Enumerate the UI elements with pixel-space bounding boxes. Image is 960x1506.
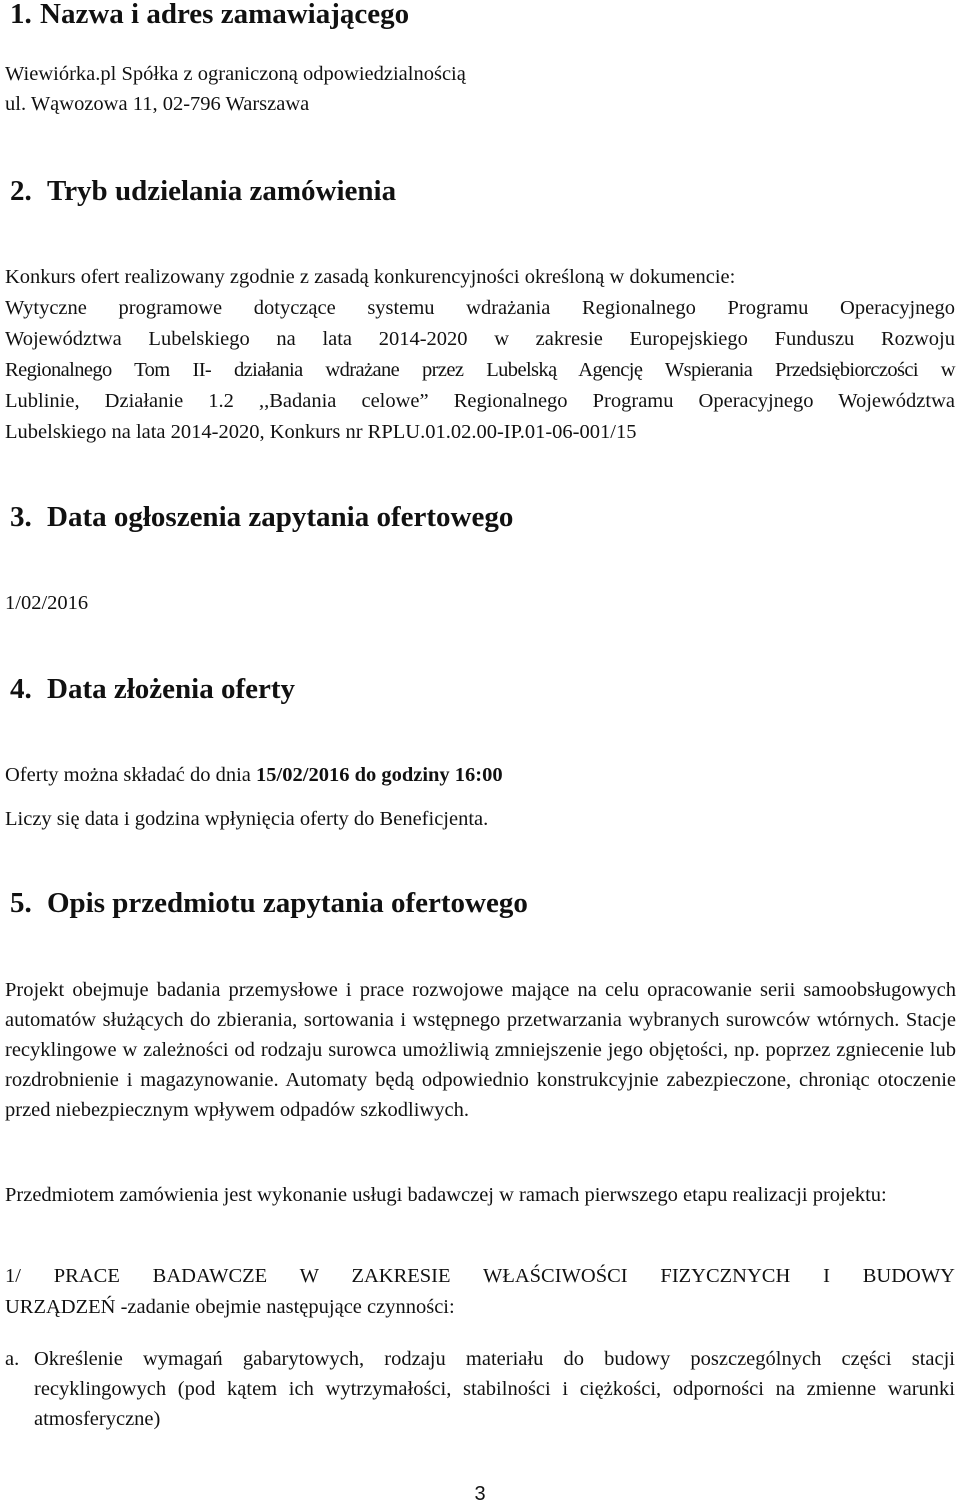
order-subject: Przedmiotem zamówienia jest wykonanie usługi badawczej w ramach pierwszego etapu realizacji projektu: [5,1184,887,1206]
procedure-intro: Konkurs ofert realizowany zgodnie z zasadą konkurencyjności określoną w dokumencie: [5,266,736,288]
procedure-line-4: Lublinie, Działanie 1.2 ,,Badania celowe” Regionalnego Programu Operacyjnego Województwa [5,390,955,412]
stage-heading-line-1: 1/ PRACE BADAWCZE W ZAKRESIE WŁAŚCIWOŚCI FIZYCZNYCH I BUDOWY [5,1265,955,1287]
section-1-heading [10,0,409,31]
section-1-title: Nazwa i adres zamawiającego [40,0,410,30]
offer-deadline-date: 15/02/2016 do godziny 16:00 [256,764,503,786]
section-3-number: 3. [10,501,32,533]
project-description: Projekt obejmuje badania przemysłowe i prace rozwojowe mające na celu opracowanie serii samoobsługowych automatów służących do zbierania, sortowania i wstępnego przetwarzania wybranych surowców wtórnych. Stacje recyklingowe w zależności od rodzaju surowca umożliwią zmniejszenie jego objętości, np. poprzez zgniecenie lub rozdrobnienie i magazynowanie. Automaty będą odpowiednio konstrukcyjnie zabezpieczone, chroniąc otoczenie przed niebezpiecznym wpływem odpadów szkodliwych. [5,979,956,1121]
section-3-heading [10,500,513,534]
orderer-name: Wiewiórka.pl Spółka z ograniczoną odpowiedzialnością [5,63,466,85]
announcement-date: 1/02/2016 [5,592,89,614]
page-number: 3 [474,1483,486,1505]
stage-heading-line-2: URZĄDZEŃ -zadanie obejmie następujące czynności: [5,1296,455,1318]
section-2-heading [10,174,396,208]
offer-deadline-note: Liczy się data i godzina wpłynięcia oferty do Beneficjenta. [5,808,489,830]
section-4-title: Data złożenia oferty [47,673,296,705]
procedure-line-3: Regionalnego Tom II- działania wdrażane przez Lubelską Agencję Wspierania Przedsiębiorczości w [5,359,955,381]
section-5-heading [10,886,528,920]
section-4-number: 4. [10,673,32,705]
list-item-a: Określenie wymagań gabarytowych, rodzaju materiału do budowy poszczególnych części stacji recyklingowych (pod kątem ich wytrzymałości, stabilności i ciężkości, odporności na zmienne warunki atmosferyczne) [34,1348,955,1430]
section-5-number: 5. [10,887,32,919]
section-3-title: Data ogłoszenia zapytania ofertowego [47,501,514,533]
procedure-line-5: Lubelskiego na lata 2014-2020, Konkurs nr RPLU.01.02.00-IP.01-06-001/15 [5,421,637,443]
section-2-title: Tryb udzielania zamówienia [47,175,397,207]
orderer-address: ul. Wąwozowa 11, 02-796 Warszawa [5,93,310,115]
section-2-number: 2. [10,175,32,207]
procedure-line-2: Województwa Lubelskiego na lata 2014-2020 w zakresie Europejskiego Funduszu Rozwoju [5,328,955,350]
procedure-line-1: Wytyczne programowe dotyczące systemu wdrażania Regionalnego Programu Operacyjnego [5,297,955,319]
offer-deadline [5,760,503,790]
section-4-heading [10,672,295,706]
offer-deadline-prefix: Oferty można składać do dnia [5,764,257,786]
section-5-title: Opis przedmiotu zapytania ofertowego [47,887,528,919]
list-item-label-a: a. [5,1348,20,1370]
section-1-number: 1. [10,0,32,30]
